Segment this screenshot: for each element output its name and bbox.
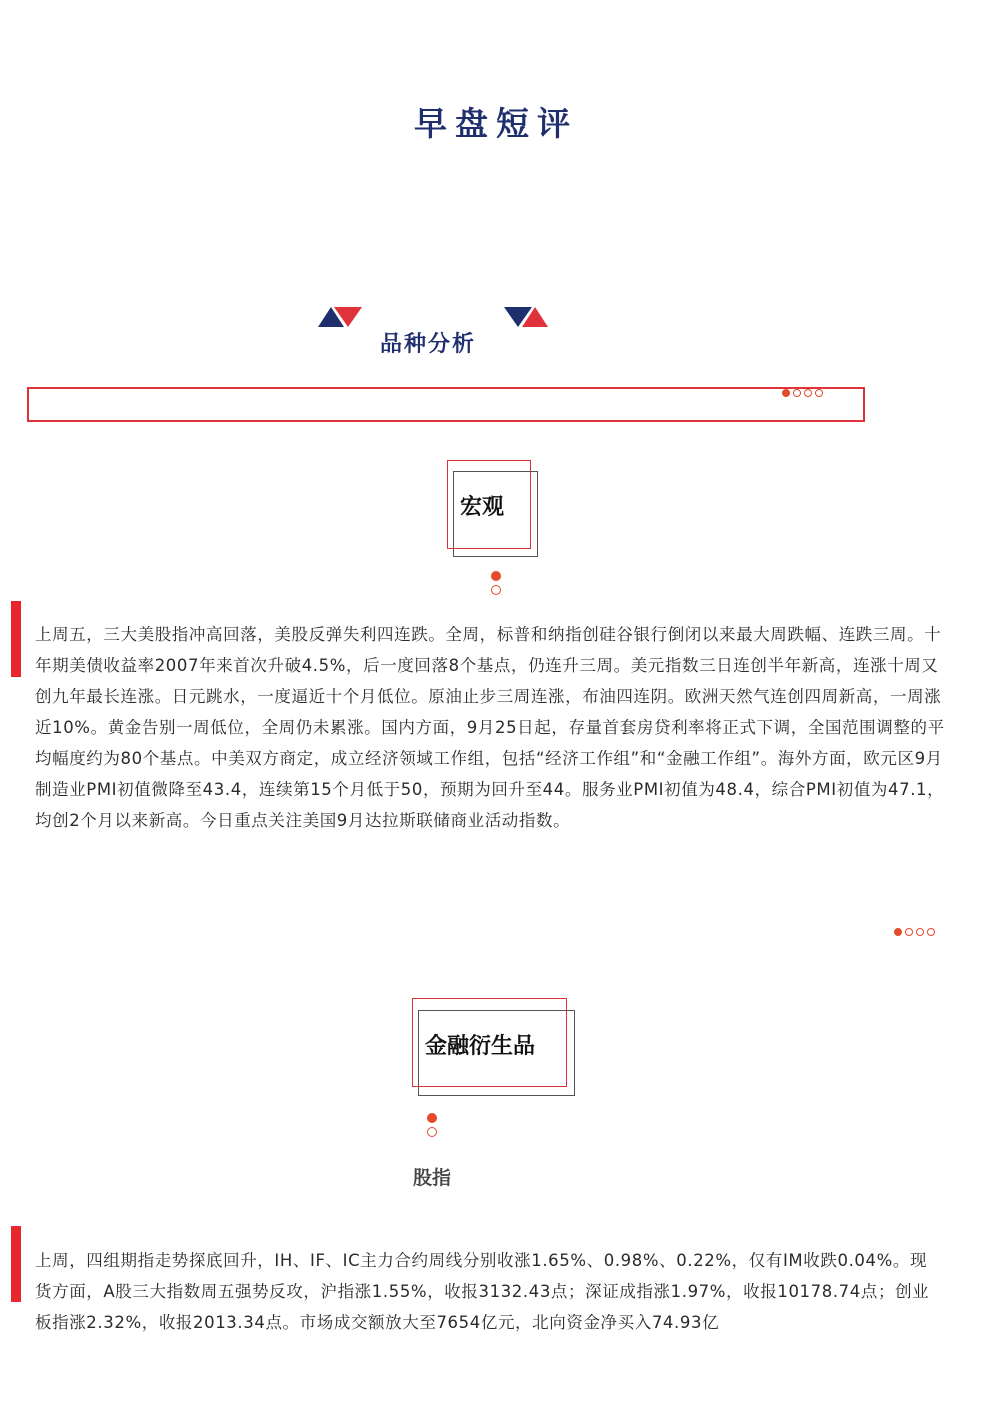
- macro-paragraph: 上周五，三大美股指冲高回落，美股反弹失利四连跌。全周，标普和纳指创硅谷银行倒闭以来最大周跌幅、连跌三周。十年期美债收益率2007年来首次升破4.5%，后一度回落8个基点，仍连升三周。美元指数三日连创半年新高，连涨十周又创九年最长连涨。日元跳水，一度逼近十个月低位。原油止步三周连涨，布油四连阴。欧洲天然气连创四周新高，一周涨近10%。黄金告别一周低位，全周仍未累涨。国内方面，9月25日起，存量首套房贷利率将正式下调，全国范围调整的平均幅度约为80个基点。中美双方商定，成立经济领域工作组，包括“经济工作组”和“金融工作组”。海外方面，欧元区9月制造业PMI初值微降至43.4，连续第15个月低于50，预期为回升至44。服务业PMI初值为48.4，综合PMI初值为47.1，均创2个月以来新高。今日重点关注美国9月达拉斯联储商业活动指数。: [35, 625, 945, 830]
- triangle-pair-icon-left: [318, 305, 364, 329]
- derivatives-label: 金融衍生品: [425, 1034, 536, 1059]
- accent-bar: [11, 601, 21, 677]
- page-title: 早盘短评: [414, 104, 578, 143]
- section-banner: [27, 387, 865, 422]
- derivatives-paragraph: 上周，四组期指走势探底回升，IH、IF、IC主力合约周线分别收涨1.65%、0.98%、0.22%，仅有IM收跌0.04%。现货方面，A股三大指数周五强势反攻，沪指涨1.55%，收报3132.43点；深证成指涨1.97%，收报10178.74点；创业板指涨2.32%，收报2013.34点。市场成交额放大至7654亿元，北向资金净买入74.93亿: [35, 1251, 930, 1332]
- connector-dot-icon: [427, 1113, 437, 1123]
- accent-bar: [11, 1226, 21, 1302]
- pagination-dots-icon: [782, 389, 823, 397]
- subhead-stock-index: 股指: [413, 1167, 452, 1189]
- pagination-dots-icon: [894, 928, 935, 936]
- connector-dot-icon: [491, 585, 501, 595]
- connector-dot-icon: [491, 571, 501, 581]
- section-title: 品种分析: [380, 332, 477, 357]
- connector-dot-icon: [427, 1127, 437, 1137]
- macro-label: 宏观: [460, 495, 505, 520]
- triangle-pair-icon-right: [504, 305, 550, 329]
